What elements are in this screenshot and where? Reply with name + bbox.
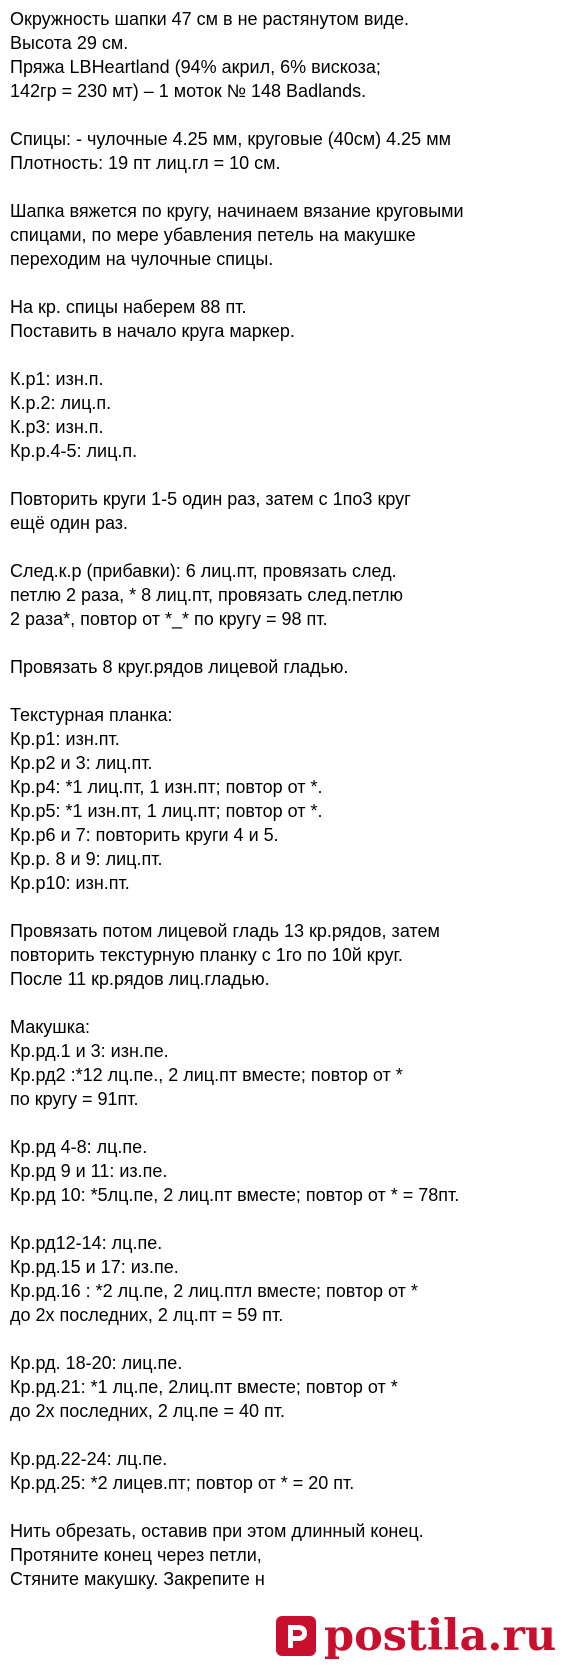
- text-line: переходим на чулочные спицы.: [10, 249, 274, 269]
- text-line: Кр.р. 8 и 9: лиц.пт.: [10, 849, 163, 869]
- blank-line: [10, 895, 498, 919]
- text-line: Кр.р2 и 3: лиц.пт.: [10, 753, 153, 773]
- text-line: После 11 кр.рядов лиц.гладью.: [10, 969, 270, 989]
- blank-line: [10, 463, 498, 487]
- text-line: до 2х последних, 2 лц.пт = 59 пт.: [10, 1305, 284, 1325]
- text-line: Поставить в начало круга маркер.: [10, 321, 295, 341]
- text-line: К.р.2: лиц.п.: [10, 393, 112, 413]
- text-line: 2 раза*, повтор от *_* по кругу = 98 пт.: [10, 609, 328, 629]
- text-line: Окружность шапки 47 см в не растянутом виде.: [10, 9, 410, 29]
- text-line: Кр.рд.15 и 17: из.пе.: [10, 1257, 179, 1277]
- text-line: Кр.рд2 :*12 лц.пе., 2 лиц.пт вместе; повтор от *: [10, 1065, 403, 1085]
- text-line: Текстурная планка:: [10, 705, 173, 725]
- text-line: Высота 29 см.: [10, 33, 129, 53]
- text-line: Кр.р4: *1 лиц.пт, 1 изн.пт; повтор от *.: [10, 777, 323, 797]
- text-line: Кр.рд.1 и 3: изн.пе.: [10, 1041, 169, 1061]
- blank-line: [10, 1207, 498, 1231]
- text-line: Пряжа LBHeartland (94% акрил, 6% вискоза;: [10, 57, 381, 77]
- text-line: Кр.рд 4-8: лц.пе.: [10, 1137, 148, 1157]
- text-line: Кр.рд.22-24: лц.пе.: [10, 1449, 168, 1469]
- document-text: [10, 7, 498, 1591]
- watermark-text: postila.ru: [324, 1611, 557, 1661]
- postila-logo-icon: [274, 1614, 318, 1658]
- text-line: спицами, по мере убавления петель на макушке: [10, 225, 416, 245]
- text-line: Кр.р6 и 7: повторить круги 4 и 5.: [10, 825, 279, 845]
- blank-line: [10, 103, 498, 127]
- text-line: ещё один раз.: [10, 513, 129, 533]
- blank-line: [10, 175, 498, 199]
- text-line: Шапка вяжется по кругу, начинаем вязание круговыми: [10, 201, 464, 221]
- text-line: Кр.рд. 18-20: лиц.пе.: [10, 1353, 183, 1373]
- text-line: Кр.рд.16 : *2 лц.пе, 2 лиц.птл вместе; повтор от *: [10, 1281, 418, 1301]
- blank-line: [10, 679, 498, 703]
- text-line: Кр.рд 9 и 11: из.пе.: [10, 1161, 168, 1181]
- blank-line: [10, 271, 498, 295]
- text-line: петлю 2 раза, * 8 лиц.пт, провязать след.петлю: [10, 585, 403, 605]
- blank-line: [10, 535, 498, 559]
- text-line: Макушка:: [10, 1017, 91, 1037]
- text-line: Нить обрезать, оставив при этом длинный конец.: [10, 1521, 424, 1541]
- text-line: Провязать потом лицевой гладь 13 кр.рядов, затем: [10, 921, 440, 941]
- text-line: повторить текстурную планку с 1го по 10й круг.: [10, 945, 403, 965]
- text-line: След.к.р (прибавки): 6 лиц.пт, провязать след.: [10, 561, 397, 581]
- text-line: На кр. спицы наберем 88 пт.: [10, 297, 247, 317]
- text-line: К.р3: изн.п.: [10, 417, 104, 437]
- text-line: по кругу = 91пт.: [10, 1089, 139, 1109]
- text-line: Кр.рд12-14: лц.пе.: [10, 1233, 163, 1253]
- postila-watermark: [270, 1605, 564, 1667]
- text-line: К.р1: изн.п.: [10, 369, 104, 389]
- text-line: Протяните конец через петли,: [10, 1545, 262, 1565]
- blank-line: [10, 1327, 498, 1351]
- text-line: 142гр = 230 мт) – 1 моток № 148 Badlands.: [10, 81, 367, 101]
- text-line: Кр.рд.21: *1 лц.пе, 2лиц.пт вместе; повтор от *: [10, 1377, 398, 1397]
- text-line: Кр.р1: изн.пт.: [10, 729, 120, 749]
- blank-line: [10, 343, 498, 367]
- text-line: Плотность: 19 пт лиц.гл = 10 см.: [10, 153, 281, 173]
- text-line: Кр.р.4-5: лиц.п.: [10, 441, 138, 461]
- text-line: Кр.р5: *1 изн.пт, 1 лиц.пт; повтор от *.: [10, 801, 323, 821]
- text-line: Провязать 8 круг.рядов лицевой гладью.: [10, 657, 349, 677]
- blank-line: [10, 991, 498, 1015]
- text-line: Спицы: - чулочные 4.25 мм, круговые (40см) 4.25 мм: [10, 129, 451, 149]
- text-line: Кр.р10: изн.пт.: [10, 873, 130, 893]
- blank-line: [10, 1495, 498, 1519]
- blank-line: [10, 1423, 498, 1447]
- text-line: Повторить круги 1-5 один раз, затем с 1по3 круг: [10, 489, 411, 509]
- text-line: Стяните макушку. Закрепите н: [10, 1569, 265, 1589]
- blank-line: [10, 1111, 498, 1135]
- text-line: Кр.рд.25: *2 лицев.пт; повтор от * = 20 пт.: [10, 1473, 355, 1493]
- blank-line: [10, 631, 498, 655]
- text-line: до 2х последних, 2 лц.пе = 40 пт.: [10, 1401, 286, 1421]
- text-line: Кр.рд 10: *5лц.пе, 2 лиц.пт вместе; повтор от * = 78пт.: [10, 1185, 460, 1205]
